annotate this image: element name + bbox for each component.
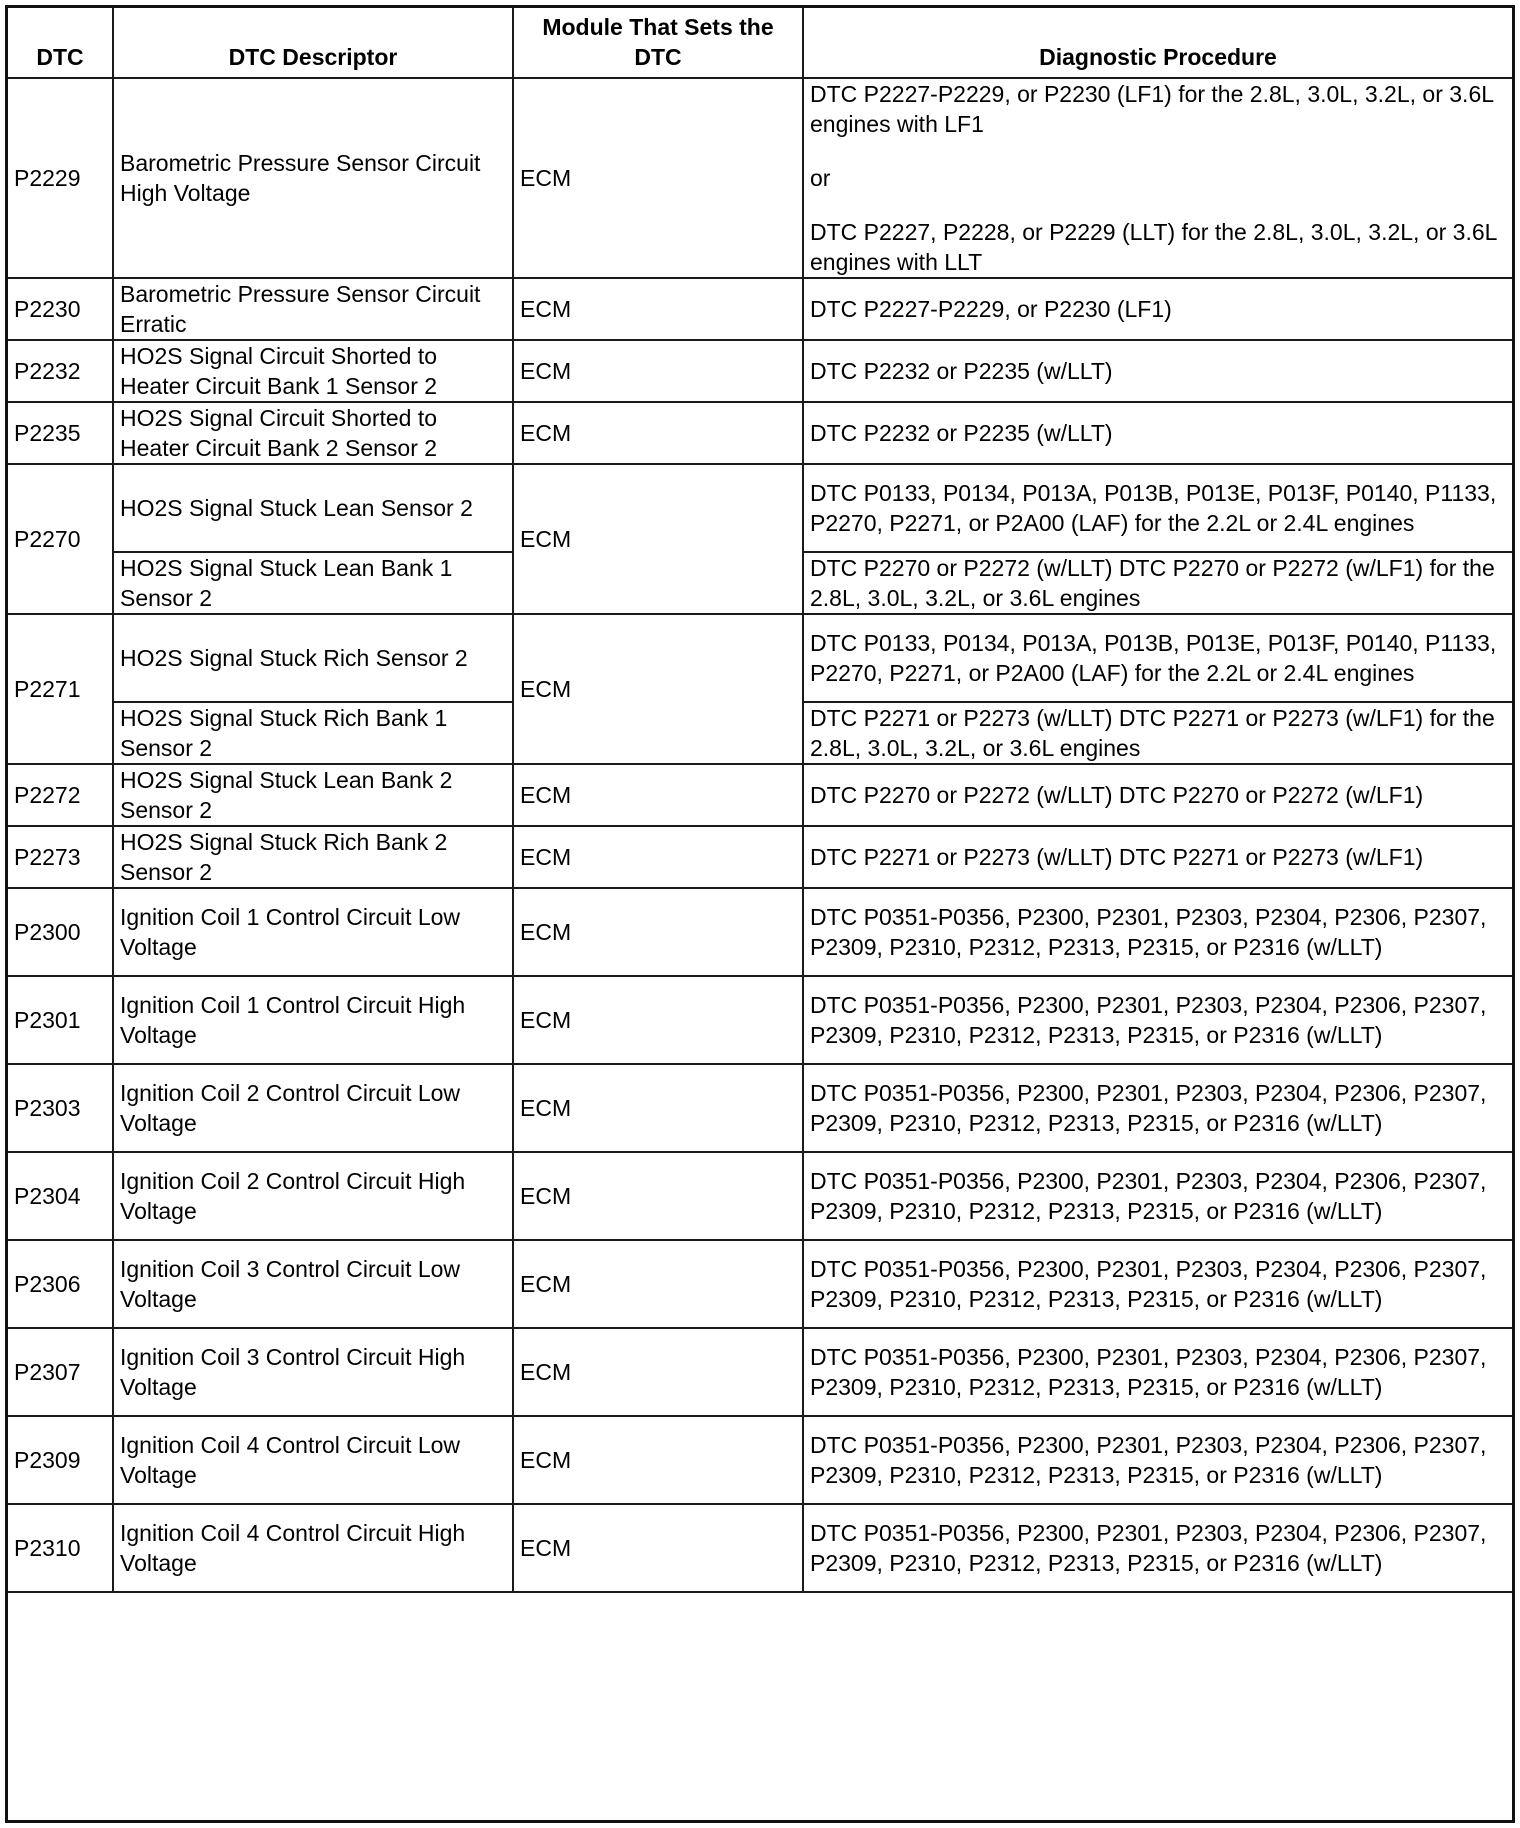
procedure-text: DTC P0351-P0356, P2300, P2301, P2303, P2304, P2306, P2307, P2309, P2310, P2312, P2313, P2315, or P2316 (w/LLT)	[810, 1520, 1487, 1576]
dtc-descriptor-cell: HO2S Signal Circuit Shorted to Heater Circuit Bank 2 Sensor 2	[113, 402, 513, 464]
table-row	[7, 78, 1513, 278]
table-row	[7, 1064, 1513, 1152]
diagnostic-procedure-cell	[803, 464, 1513, 552]
module-cell: ECM	[513, 464, 803, 614]
table-row	[7, 1152, 1513, 1240]
module-cell: ECM	[513, 402, 803, 464]
procedure-text: DTC P2227-P2229, or P2230 (LF1)	[810, 296, 1172, 322]
dtc-descriptor-cell: HO2S Signal Stuck Lean Sensor 2	[113, 464, 513, 552]
dtc-code-cell: P2310	[7, 1504, 113, 1592]
dtc-code-cell: P2271	[7, 614, 113, 764]
dtc-descriptor-cell: Ignition Coil 2 Control Circuit High Voltage	[113, 1152, 513, 1240]
procedure-text: DTC P0351-P0356, P2300, P2301, P2303, P2304, P2306, P2307, P2309, P2310, P2312, P2313, P2315, or P2316 (w/LLT)	[810, 904, 1487, 960]
procedure-text: DTC P2227, P2228, or P2229 (LLT) for the 2.8L, 3.0L, 3.2L, or 3.6L engines with LLT	[810, 219, 1497, 275]
dtc-code-cell: P2230	[7, 278, 113, 340]
dtc-descriptor-cell: Ignition Coil 4 Control Circuit Low Voltage	[113, 1416, 513, 1504]
procedure-text: DTC P0351-P0356, P2300, P2301, P2303, P2304, P2306, P2307, P2309, P2310, P2312, P2313, P2315, or P2316 (w/LLT)	[810, 992, 1487, 1048]
diagnostic-procedure-cell	[803, 402, 1513, 464]
diagnostic-procedure-cell	[803, 826, 1513, 888]
dtc-descriptor-cell: Ignition Coil 3 Control Circuit High Voltage	[113, 1328, 513, 1416]
dtc-code-cell: P2307	[7, 1328, 113, 1416]
procedure-text: DTC P2271 or P2273 (w/LLT) DTC P2271 or P2273 (w/LF1)	[810, 844, 1424, 870]
header-dtc: DTC	[7, 7, 113, 78]
dtc-descriptor-cell: Barometric Pressure Sensor Circuit High Voltage	[113, 78, 513, 278]
diagnostic-procedure-cell	[803, 702, 1513, 764]
table-row	[7, 1416, 1513, 1504]
diagnostic-procedure-cell	[803, 976, 1513, 1064]
dtc-descriptor-cell: HO2S Signal Stuck Rich Sensor 2	[113, 614, 513, 702]
dtc-code-cell: P2300	[7, 888, 113, 976]
procedure-text: DTC P0133, P0134, P013A, P013B, P013E, P013F, P0140, P1133, P2270, P2271, or P2A00 (LAF) for the 2.2L or 2.4L engines	[810, 480, 1497, 536]
procedure-text: DTC P0351-P0356, P2300, P2301, P2303, P2304, P2306, P2307, P2309, P2310, P2312, P2313, P2315, or P2316 (w/LLT)	[810, 1168, 1487, 1224]
table-row	[7, 888, 1513, 976]
module-cell: ECM	[513, 1504, 803, 1592]
procedure-text: DTC P2232 or P2235 (w/LLT)	[810, 420, 1113, 446]
dtc-code-cell: P2232	[7, 340, 113, 402]
dtc-descriptor-cell: HO2S Signal Stuck Rich Bank 2 Sensor 2	[113, 826, 513, 888]
diagnostic-procedure-cell	[803, 1240, 1513, 1328]
dtc-code-cell: P2306	[7, 1240, 113, 1328]
paragraph-gap	[810, 193, 1506, 217]
procedure-text: DTC P0351-P0356, P2300, P2301, P2303, P2304, P2306, P2307, P2309, P2310, P2312, P2313, P2315, or P2316 (w/LLT)	[810, 1432, 1487, 1488]
dtc-descriptor-cell: Ignition Coil 4 Control Circuit High Voltage	[113, 1504, 513, 1592]
diagnostic-procedure-cell	[803, 78, 1513, 278]
dtc-code-cell: P2235	[7, 402, 113, 464]
paragraph-gap	[810, 139, 1506, 163]
module-cell: ECM	[513, 888, 803, 976]
header-descriptor: DTC Descriptor	[113, 7, 513, 78]
dtc-descriptor-cell: Barometric Pressure Sensor Circuit Erratic	[113, 278, 513, 340]
procedure-text: DTC P0351-P0356, P2300, P2301, P2303, P2304, P2306, P2307, P2309, P2310, P2312, P2313, P2315, or P2316 (w/LLT)	[810, 1256, 1487, 1312]
diagnostic-procedure-cell	[803, 764, 1513, 826]
procedure-text: DTC P0351-P0356, P2300, P2301, P2303, P2304, P2306, P2307, P2309, P2310, P2312, P2313, P2315, or P2316 (w/LLT)	[810, 1080, 1487, 1136]
table-row	[7, 614, 1513, 702]
table-header-row	[7, 7, 1513, 78]
diagnostic-procedure-cell	[803, 888, 1513, 976]
dtc-descriptor-cell: Ignition Coil 1 Control Circuit Low Voltage	[113, 888, 513, 976]
diagnostic-procedure-cell	[803, 278, 1513, 340]
module-cell: ECM	[513, 1152, 803, 1240]
dtc-descriptor-cell: HO2S Signal Stuck Lean Bank 2 Sensor 2	[113, 764, 513, 826]
module-cell: ECM	[513, 278, 803, 340]
diagnostic-procedure-cell	[803, 1328, 1513, 1416]
procedure-text: DTC P0351-P0356, P2300, P2301, P2303, P2304, P2306, P2307, P2309, P2310, P2312, P2313, P2315, or P2316 (w/LLT)	[810, 1344, 1487, 1400]
module-cell: ECM	[513, 764, 803, 826]
dtc-descriptor-cell: HO2S Signal Circuit Shorted to Heater Circuit Bank 1 Sensor 2	[113, 340, 513, 402]
table-row	[7, 1328, 1513, 1416]
table-row	[7, 1504, 1513, 1592]
dtc-descriptor-cell: Ignition Coil 2 Control Circuit Low Voltage	[113, 1064, 513, 1152]
procedure-text: DTC P2270 or P2272 (w/LLT) DTC P2270 or P2272 (w/LF1)	[810, 782, 1424, 808]
diagnostic-procedure-cell	[803, 1416, 1513, 1504]
table-row	[7, 340, 1513, 402]
procedure-text: DTC P2271 or P2273 (w/LLT) DTC P2271 or P2273 (w/LF1) for the 2.8L, 3.0L, 3.2L, or 3.6L engines	[810, 705, 1495, 761]
diagnostic-procedure-cell	[803, 1504, 1513, 1592]
dtc-descriptor-cell: HO2S Signal Stuck Lean Bank 1 Sensor 2	[113, 552, 513, 614]
dtc-descriptor-cell: HO2S Signal Stuck Rich Bank 1 Sensor 2	[113, 702, 513, 764]
diagnostic-procedure-cell	[803, 1064, 1513, 1152]
procedure-text: DTC P2270 or P2272 (w/LLT) DTC P2270 or P2272 (w/LF1) for the 2.8L, 3.0L, 3.2L, or 3.6L engines	[810, 555, 1495, 611]
module-cell: ECM	[513, 826, 803, 888]
table-row	[7, 464, 1513, 552]
dtc-code-cell: P2301	[7, 976, 113, 1064]
diagnostic-procedure-cell	[803, 552, 1513, 614]
diagnostic-procedure-cell	[803, 1152, 1513, 1240]
diagnostic-procedure-cell	[803, 614, 1513, 702]
module-cell: ECM	[513, 614, 803, 764]
dtc-code-cell: P2304	[7, 1152, 113, 1240]
module-cell: ECM	[513, 1240, 803, 1328]
table-row	[7, 826, 1513, 888]
table-row	[7, 976, 1513, 1064]
procedure-text: DTC P2232 or P2235 (w/LLT)	[810, 358, 1113, 384]
dtc-code-cell: P2303	[7, 1064, 113, 1152]
module-cell: ECM	[513, 976, 803, 1064]
procedure-text: DTC P0133, P0134, P013A, P013B, P013E, P013F, P0140, P1133, P2270, P2271, or P2A00 (LAF) for the 2.2L or 2.4L engines	[810, 630, 1497, 686]
module-cell: ECM	[513, 78, 803, 278]
table-row	[7, 1240, 1513, 1328]
diagnostic-procedure-cell	[803, 340, 1513, 402]
dtc-code-cell: P2309	[7, 1416, 113, 1504]
procedure-text: or	[810, 165, 831, 191]
header-module: Module That Sets the DTC	[513, 7, 803, 78]
dtc-table	[6, 6, 1514, 1593]
module-cell: ECM	[513, 1416, 803, 1504]
table-row	[7, 764, 1513, 826]
dtc-code-cell: P2270	[7, 464, 113, 614]
table-row	[7, 278, 1513, 340]
dtc-code-cell: P2229	[7, 78, 113, 278]
table-body	[7, 78, 1513, 1592]
dtc-code-cell: P2273	[7, 826, 113, 888]
dtc-code-cell: P2272	[7, 764, 113, 826]
dtc-descriptor-cell: Ignition Coil 1 Control Circuit High Voltage	[113, 976, 513, 1064]
module-cell: ECM	[513, 1064, 803, 1152]
module-cell: ECM	[513, 1328, 803, 1416]
dtc-descriptor-cell: Ignition Coil 3 Control Circuit Low Voltage	[113, 1240, 513, 1328]
header-procedure: Diagnostic Procedure	[803, 7, 1513, 78]
table-row	[7, 402, 1513, 464]
procedure-text: DTC P2227-P2229, or P2230 (LF1) for the 2.8L, 3.0L, 3.2L, or 3.6L engines with LF1	[810, 81, 1494, 137]
module-cell: ECM	[513, 340, 803, 402]
